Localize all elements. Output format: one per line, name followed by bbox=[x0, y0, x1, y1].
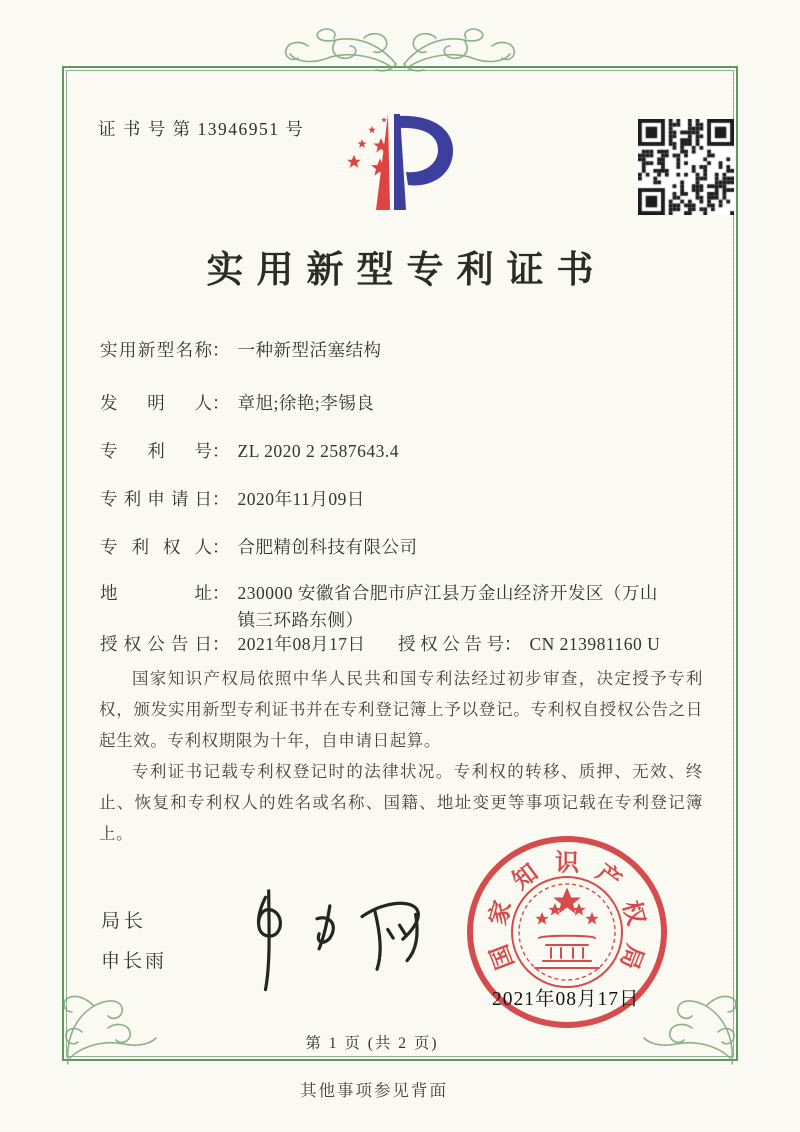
field-row-address bbox=[100, 580, 670, 634]
field-row-utility-model-name bbox=[100, 337, 382, 364]
field-row-patent-number bbox=[100, 438, 399, 465]
seal-char: 国 bbox=[486, 940, 520, 973]
signature-icon bbox=[222, 878, 442, 996]
field-value: 2021年08月17日 bbox=[237, 634, 366, 654]
field-row-inventors bbox=[100, 390, 374, 417]
field-colon: ： bbox=[504, 634, 522, 654]
seal-char: 知 bbox=[508, 859, 544, 895]
national-emblem-icon bbox=[507, 872, 627, 992]
field-label: 实用新型名称 bbox=[100, 340, 212, 360]
field-label: 专利号 bbox=[100, 441, 212, 461]
field-value: 2020年11月09日 bbox=[237, 489, 365, 509]
field-label: 专利权人 bbox=[100, 537, 212, 557]
field-row-filing-date bbox=[100, 486, 365, 513]
field-label: 地址 bbox=[100, 583, 212, 603]
field-value: 合肥精创科技有限公司 bbox=[237, 537, 418, 557]
field-row-grant-date bbox=[100, 631, 366, 658]
field-label: 发明人 bbox=[100, 393, 212, 413]
field-colon: ： bbox=[212, 634, 230, 654]
field-label: 授权公告号 bbox=[398, 634, 504, 654]
legal-paragraph-1: 国家知识产权局依照中华人民共和国专利法经过初步审查，决定授予专利权，颁发实用新型专利证书并在专利登记簿上予以登记。专利权自授权公告之日起生效。专利权期限为十年，自申请日起算。 bbox=[99, 669, 703, 750]
certificate-number: 证 书 号 第 13946951 号 bbox=[98, 119, 305, 139]
back-side-note: 其他事项参见背面 bbox=[300, 1081, 448, 1100]
field-value: 章旭;徐艳;李锡良 bbox=[237, 393, 375, 413]
field-label: 专利申请日 bbox=[100, 489, 212, 509]
legal-paragraph-2: 专利证书记载专利权登记时的法律状况。专利权的转移、质押、无效、终止、恢复和专利权人的姓名或名称、国籍、地址变更等事项记载在专利登记簿上。 bbox=[99, 762, 703, 843]
signatory-name: 申长雨 bbox=[101, 951, 168, 972]
signatory-title: 局长 bbox=[101, 911, 148, 932]
certificate-title: 实用新型专利证书 bbox=[206, 250, 607, 291]
seal-char: 局 bbox=[614, 940, 648, 973]
field-value: 一种新型活塞结构 bbox=[237, 340, 382, 360]
field-value: 230000 安徽省合肥市庐江县万金山经济开发区（万山镇三环路东侧） bbox=[237, 583, 658, 630]
field-label: 授权公告日 bbox=[100, 634, 212, 654]
qr-code-pattern bbox=[638, 119, 734, 215]
field-colon: ： bbox=[212, 489, 230, 509]
qr-code bbox=[638, 119, 734, 215]
field-colon: ： bbox=[212, 393, 230, 413]
legal-text-block bbox=[99, 663, 703, 849]
field-row-grant-number bbox=[398, 631, 660, 658]
seal-char: 家 bbox=[485, 898, 517, 929]
seal-char: 权 bbox=[617, 898, 649, 929]
field-colon: ： bbox=[212, 441, 230, 461]
field-colon: ： bbox=[212, 583, 230, 603]
field-value: CN 213981160 U bbox=[529, 634, 661, 654]
field-row-patentee bbox=[100, 534, 418, 561]
cnipa-logo-icon bbox=[336, 106, 468, 218]
field-colon: ： bbox=[212, 537, 230, 557]
page-number: 第 1 页 (共 2 页) bbox=[305, 1035, 439, 1052]
field-colon: ： bbox=[212, 340, 230, 360]
seal-char: 识 bbox=[555, 850, 579, 877]
seal-date: 2021年08月17日 bbox=[492, 989, 640, 1010]
field-value: ZL 2020 2 2587643.4 bbox=[237, 441, 399, 461]
seal-char: 产 bbox=[590, 859, 626, 895]
